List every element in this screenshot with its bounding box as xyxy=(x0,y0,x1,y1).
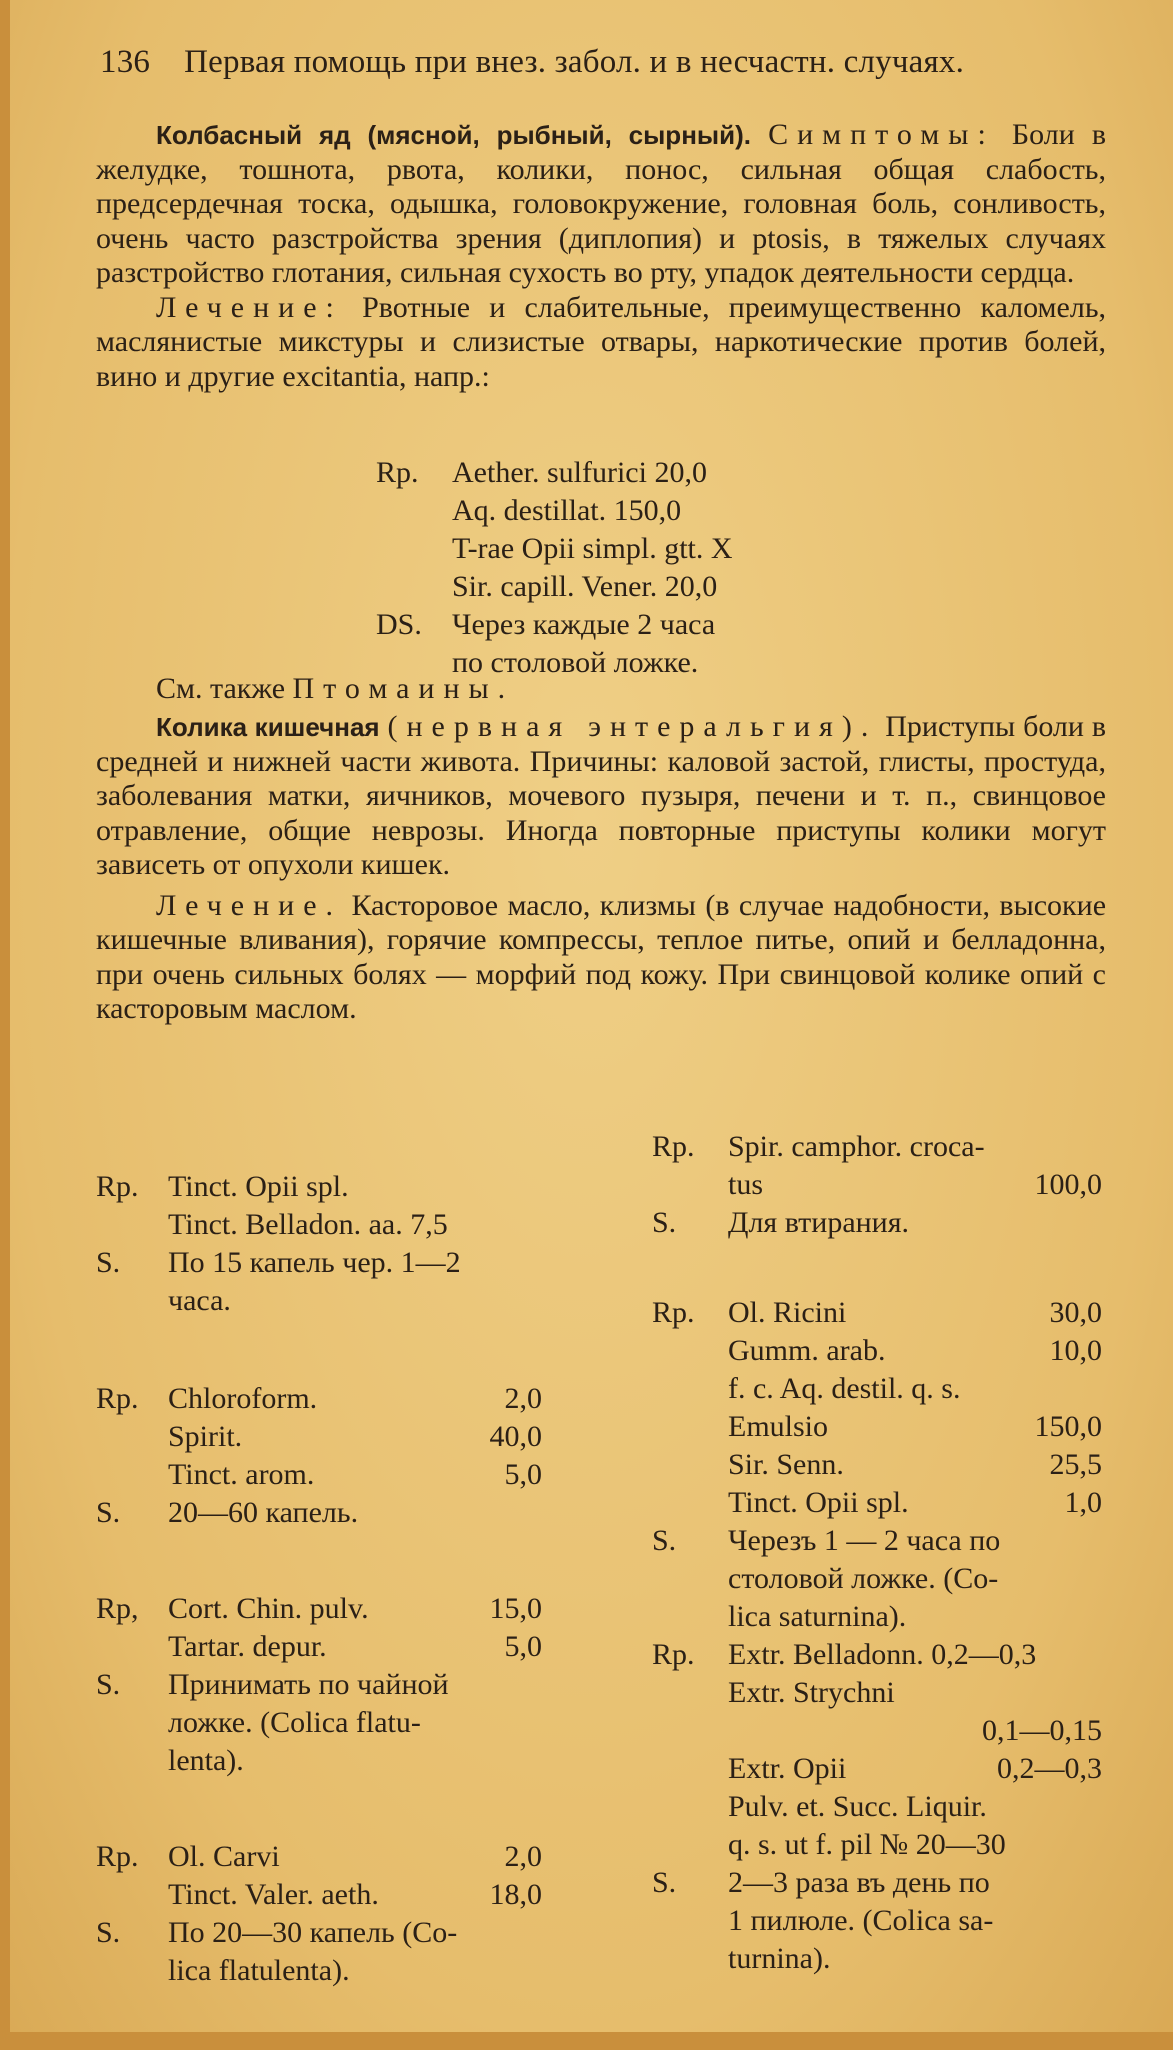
recipe-line: Черезъ 1 — 2 часа по xyxy=(728,1524,1001,1557)
recipe-prefix: S. xyxy=(96,1246,121,1279)
recipe-prefix: S. xyxy=(652,1206,677,1239)
colic-intro-text: Приступы боли в средней и нижней части живота. Причины: каловой застой, глисты, простуда, заболевания матки, яичников, мочевого пузыря, печени и т. п., свинцовое отравление, общие неврозы. Иногда повторные приступы колики могут зависеть от опухоли кишек. xyxy=(96,710,1107,881)
recipe-prefix: Rp. xyxy=(96,1170,139,1203)
recipe-line: Tinct. Opii spl. xyxy=(168,1170,349,1203)
colic-treatment-label: Лечение. xyxy=(156,888,343,922)
recipe-line: По 20—30 капель (Co- xyxy=(168,1916,458,1949)
rx-line: Sir. capill. Vener. 20,0 xyxy=(452,570,718,603)
see-also-link: Птомаины. xyxy=(292,672,515,705)
recipe-line: f. c. Aq. destil. q. s. xyxy=(728,1372,961,1405)
see-also-line xyxy=(96,672,1106,707)
recipe-prefix: Rp. xyxy=(652,1638,695,1671)
recipe-line: 20—60 капель. xyxy=(168,1496,359,1529)
recipe-line: Tinct. Valer. aeth. xyxy=(168,1878,379,1911)
recipe-line: Spirit. xyxy=(168,1420,243,1453)
recipe-quantity: 18,0 xyxy=(489,1878,542,1911)
see-also-prefix: См. также xyxy=(156,672,286,705)
recipe-prefix: S. xyxy=(96,1668,121,1701)
rx-line: Aq. destillat. 150,0 xyxy=(452,494,682,527)
recipe-prefix: Rp. xyxy=(96,1840,139,1873)
recipe-line: часа. xyxy=(168,1284,231,1317)
sausage-poison-paragraph xyxy=(96,118,1106,394)
rx-prefix: DS. xyxy=(376,608,422,641)
recipe-quantity: 150,0 xyxy=(1034,1410,1102,1443)
recipe-line: Для втирания. xyxy=(728,1206,910,1239)
colic-alt-name: (нервная энтеральгия). xyxy=(387,710,878,743)
recipe-line: Extr. Opii xyxy=(728,1752,847,1785)
symptoms-label: Симптомы: xyxy=(768,118,995,151)
page-bottom-edge xyxy=(0,2032,1173,2050)
recipe-prefix: S. xyxy=(96,1496,121,1529)
running-title: Первая помощь при внез. забол. и в несчастн. случаях. xyxy=(184,44,965,80)
recipe-line: столовой ложке. (Co- xyxy=(728,1562,999,1595)
page-number: 136 xyxy=(100,44,151,80)
rx-line: T-rae Opii simpl. gtt. X xyxy=(452,532,733,565)
recipe-line: Gumm. arab. xyxy=(728,1334,886,1367)
recipe-line: ложке. (Colica flatu- xyxy=(168,1706,421,1739)
recipe-prefix: S. xyxy=(652,1866,677,1899)
recipe-line: Chloroform. xyxy=(168,1382,318,1415)
recipe-quantity: 10,0 xyxy=(1049,1334,1102,1367)
running-header xyxy=(100,44,964,81)
recipe-line: 2—3 раза въ день по xyxy=(728,1866,990,1899)
recipe-line: lica saturnina). xyxy=(728,1600,907,1633)
recipe-line: 1 пилюле. (Colica sa- xyxy=(728,1904,994,1937)
recipe-prefix: S. xyxy=(652,1524,677,1557)
recipe-line: Emulsio xyxy=(728,1410,829,1443)
recipe-line: Ol. Carvi xyxy=(168,1840,280,1873)
recipe-line: Spir. camphor. croca- xyxy=(728,1130,985,1163)
recipe-line: Принимать по чайной xyxy=(168,1668,449,1701)
treatment-text: Рвотные и слабительные, преимущественно каломель, маслянистые микстуры и слизистые отвары, наркотические против болей, вино и другие excitantia, напр.: xyxy=(96,290,1107,393)
recipe-quantity: 40,0 xyxy=(489,1420,542,1453)
recipe-line: Tinct. arom. xyxy=(168,1458,315,1491)
recipe-quantity: 15,0 xyxy=(489,1592,542,1625)
sausage-heading: Колбасный яд (мясной, рыбный, сырный). xyxy=(156,120,751,150)
rx-prefix: Rp. xyxy=(376,456,419,489)
recipe-line: Sir. Senn. xyxy=(728,1448,844,1481)
recipe-line: lica flatulenta). xyxy=(168,1954,350,1987)
recipe-prefix: Rp, xyxy=(96,1592,139,1625)
recipe-quantity: 2,0 xyxy=(504,1840,542,1873)
page-left-edge xyxy=(0,0,10,2050)
recipe-line: Ol. Ricini xyxy=(728,1296,847,1329)
treatment-label: Лечение: xyxy=(156,290,343,324)
symptoms-text: Боли в желудке, тошнота, рвота, колики, понос, сильная общая слабость, предсердечная тоска, одышка, головокружение, головная боль, сонливость, очень часто разстройства зрения (диплопия) и ptosis, в тяжелых случаях разстройство глотания, сильная сухость во рту, упадок деятельности сердца. xyxy=(96,118,1106,289)
rx-line: Aether. sulfurici 20,0 xyxy=(452,456,707,489)
rx-line: Через каждые 2 часа xyxy=(452,608,716,641)
recipe-line: lenta). xyxy=(168,1744,244,1777)
colic-heading: Колика кишечная xyxy=(156,712,380,742)
recipe-quantity: 0,1—0,15 xyxy=(982,1714,1102,1747)
recipe-quantity: 5,0 xyxy=(504,1458,542,1491)
recipe-line: Cort. Chin. pulv. xyxy=(168,1592,369,1625)
recipe-prefix: Rp. xyxy=(96,1382,139,1415)
recipe-line: Extr. Strychni xyxy=(728,1676,895,1709)
recipe-line: Extr. Belladonn. 0,2—0,3 xyxy=(728,1638,1037,1671)
recipe-line: tus xyxy=(728,1168,764,1201)
recipe-quantity: 100,0 xyxy=(1034,1168,1102,1201)
recipe-quantity: 2,0 xyxy=(504,1382,542,1415)
recipe-quantity: 25,5 xyxy=(1049,1448,1102,1481)
recipe-line: По 15 капель чер. 1—2 xyxy=(168,1246,461,1279)
recipe-line: turnina). xyxy=(728,1942,831,1975)
recipe-prefix: Rp. xyxy=(652,1130,695,1163)
recipe-prefix: Rp. xyxy=(652,1296,695,1329)
recipe-prefix: S. xyxy=(96,1916,121,1949)
recipe-quantity: 1,0 xyxy=(1064,1486,1102,1519)
recipe-quantity: 0,2—0,3 xyxy=(997,1752,1102,1785)
colic-paragraph xyxy=(96,710,1106,1027)
rx-line: по столовой ложке. xyxy=(452,646,699,679)
recipe-quantity: 5,0 xyxy=(504,1630,542,1663)
recipe-line: Tinct. Opii spl. xyxy=(728,1486,909,1519)
recipe-line: Pulv. et. Succ. Liquir. xyxy=(728,1790,987,1823)
recipe-quantity: 30,0 xyxy=(1049,1296,1102,1329)
recipe-line: Tartar. depur. xyxy=(168,1630,327,1663)
recipe-line: q. s. ut f. pil № 20—30 xyxy=(728,1828,1006,1861)
recipe-line: Tinct. Belladon. aa. 7,5 xyxy=(168,1208,448,1241)
colic-treatment-text: Касторовое масло, клизмы (в случае надобности, высокие кишечные вливания), горячие компрессы, теплое питье, опий и белладонна, при очень сильных болях — морфий под кожу. При свинцовой колике опий с касторовым маслом. xyxy=(96,888,1107,1025)
